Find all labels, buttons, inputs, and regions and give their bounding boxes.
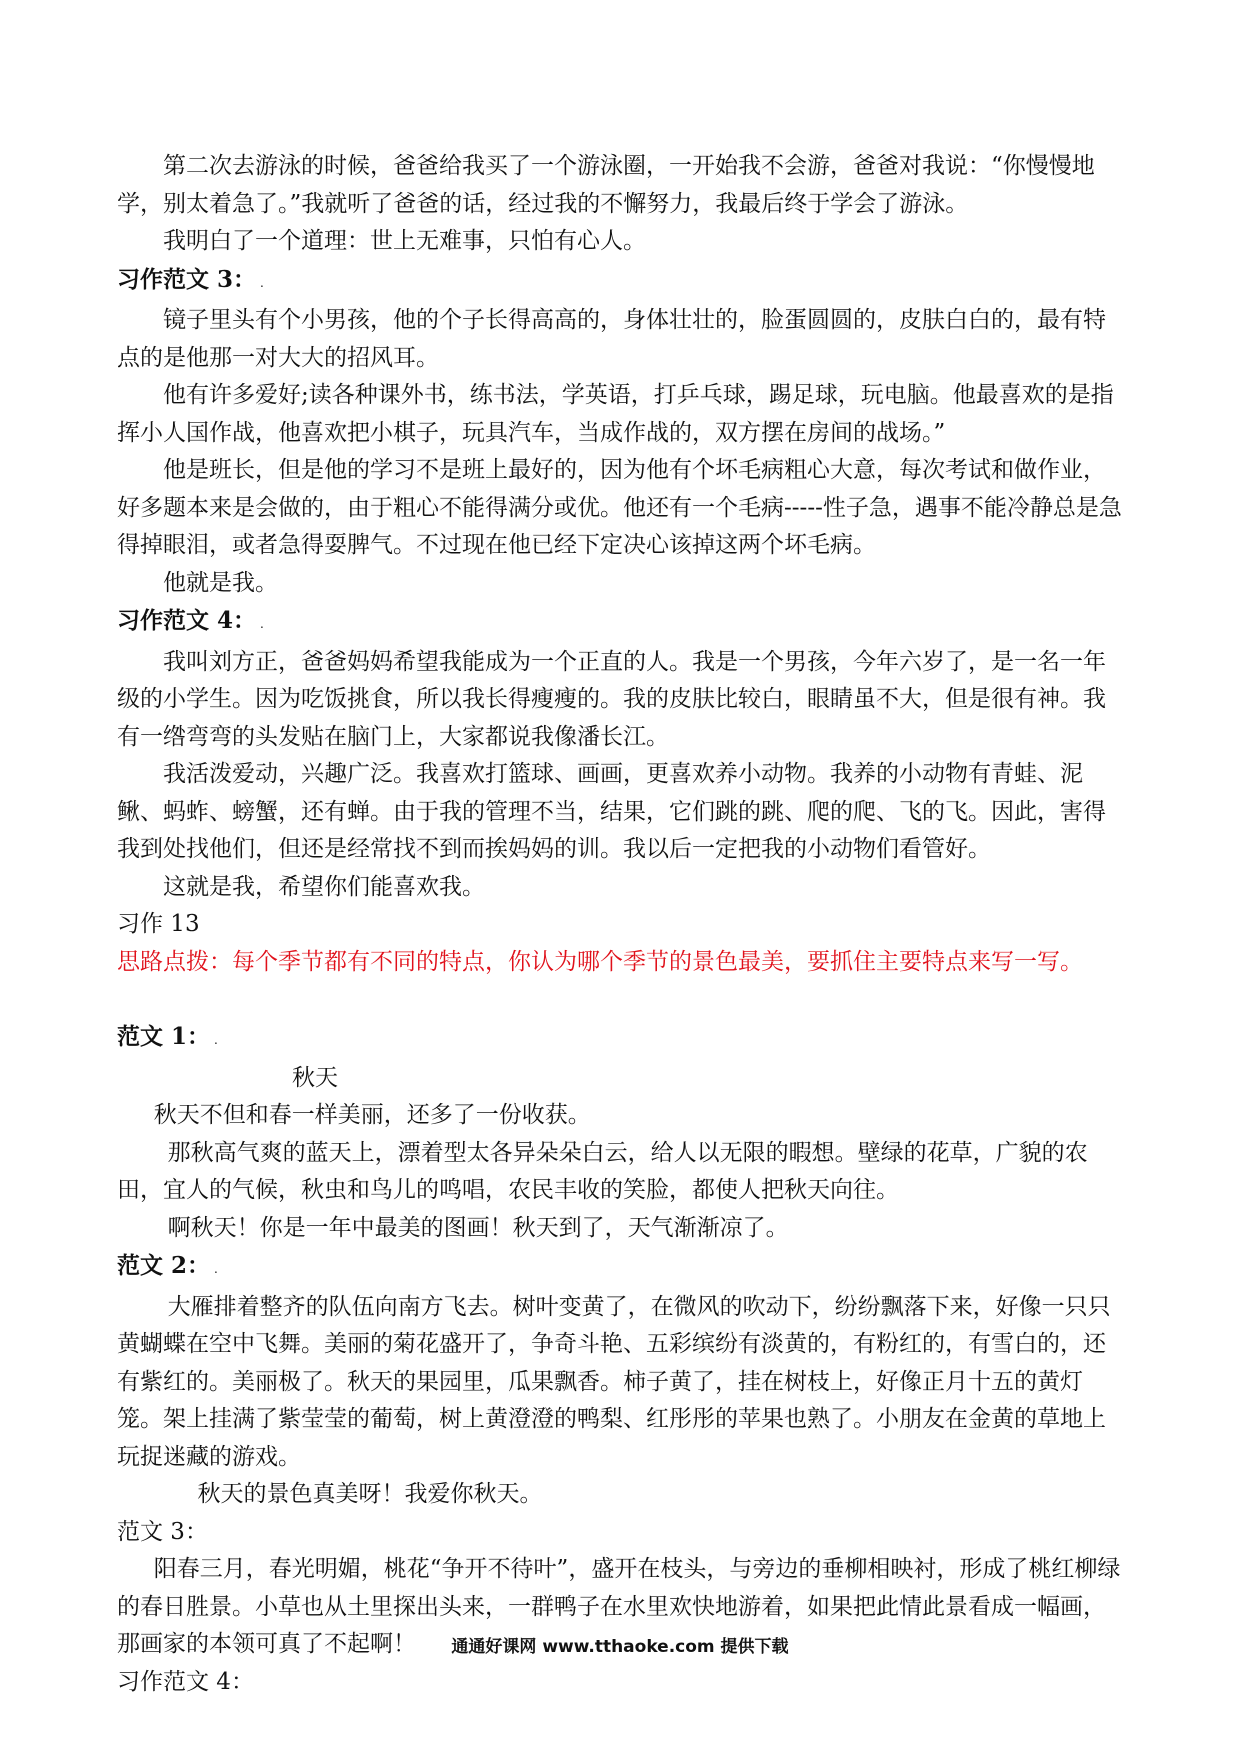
essay-title: 秋天 xyxy=(292,1064,338,1091)
paragraph: 那秋高气爽的蓝天上，漂着型太各异朵朵白云，给人以无限的暇想。壁绿的花草，广貌的农田，宜人的气候，秋虫和鸟儿的鸣唱，农民丰收的笑脸，都使人把秋天向往。 xyxy=(117,1139,1088,1203)
section-heading: 范文 1： . xyxy=(117,1023,218,1050)
writing-hint: 思路点拨：每个季节都有不同的特点，你认为哪个季节的景色最美，要抓住主要特点来写一写。 xyxy=(117,948,1083,975)
paragraph: 我叫刘方正，爸爸妈妈希望我能成为一个正直的人。我是一个男孩，今年六岁了，是一名一年级的小学生。因为吃饭挑食，所以我长得瘦瘦的。我的皮肤比较白，眼睛虽不大，但是很有神。我有一绺弯弯的头发贴在脑门上，大家都说我像潘长江。 xyxy=(117,648,1106,750)
paragraph: 他是班长，但是他的学习不是班上最好的，因为他有个坏毛病粗心大意，每次考试和做作业，好多题本来是会做的，由于粗心不能得满分或优。他还有一个毛病-----性子急，遇事不能冷静总是急得掉眼泪，或者急得耍脾气。不过现在他已经下定决心该掉这两个坏毛病。 xyxy=(117,457,1122,558)
section-heading: 范文 3： xyxy=(117,1518,208,1545)
paragraph: 秋天不但和春一样美丽，还多了一份收获。 xyxy=(153,1102,591,1128)
paragraph: 我活泼爱动，兴趣广泛。我喜欢打篮球、画画，更喜欢养小动物。我养的小动物有青蛙、泥鳅、蚂蚱、螃蟹，还有蝉。由于我的管理不当，结果，它们跳的跳、爬的爬、飞的飞。因此，害得我到处找他们，但还是经常找不到而挨妈妈的训。我以后一定把我的小动物们看管好。 xyxy=(117,761,1106,862)
paragraph: 这就是我，希望你们能喜欢我。 xyxy=(163,873,485,900)
page-footer: 通通好课网 www.tthaoke.com 提供下载 xyxy=(451,1637,789,1657)
paragraph: 阳春三月，春光明媚，桃花“争开不待叶”，盛开在枝头，与旁边的垂柳相映衬，形成了桃红柳绿的春日胜景。小草也从土里探出头来，一群鸭子在水里欢快地游着，如果把此情此景看成一幅画，那画家的本领可真了不起啊！ xyxy=(117,1556,1121,1657)
section-heading: 习作范文 4： xyxy=(117,1668,254,1695)
spacer xyxy=(117,981,1122,1018)
paragraph: 他有许多爱好;读各种课外书，练书法，学英语，打乒乓球，踢足球，玩电脑。他最喜欢的是指挥小人国作战，他喜欢把小棋子，玩具汽车，当成作战的，双方摆在房间的战场。” xyxy=(117,382,1114,446)
section-heading: 习作范文 4： . xyxy=(117,607,264,634)
paragraph: 他就是我。 xyxy=(163,569,278,596)
exercise-label: 习作 13 xyxy=(117,911,200,937)
paragraph: 大雁排着整齐的队伍向南方飞去。树叶变黄了，在微风的吹动下，纷纷飘落下来，好像一只只黄蝴蝶在空中飞舞。美丽的菊花盛开了，争奇斗艳、五彩缤纷有淡黄的，有粉红的，有雪白的，还有紫红的。美丽极了。秋天的果园里，瓜果飘香。柿子黄了，挂在树枝上，好像正月十五的黄灯笼。架上挂满了紫莹莹的葡萄，树上黄澄澄的鸭梨、红彤彤的苹果也熟了。小朋友在金黄的草地上玩捉迷藏的游戏。 xyxy=(117,1293,1111,1470)
document-body xyxy=(117,148,1122,1701)
paragraph: 秋天的景色真美呀！我爱你秋天。 xyxy=(197,1481,543,1507)
section-heading: 范文 2： . xyxy=(117,1252,218,1279)
paragraph: 啊秋天！你是一年中最美的图画！秋天到了，天气渐渐凉了。 xyxy=(167,1214,789,1241)
paragraph: 我明白了一个道理：世上无难事，只怕有心人。 xyxy=(163,228,646,254)
paragraph: 镜子里头有个小男孩，他的个子长得高高的，身体壮壮的，脸蛋圆圆的，皮肤白白的，最有特点的是他那一对大大的招风耳。 xyxy=(117,307,1106,371)
section-heading: 习作范文 3： . xyxy=(117,265,264,293)
paragraph: 第二次去游泳的时候，爸爸给我买了一个游泳圈，一开始我不会游，爸爸对我说：“你慢慢地学，别太着急了。”我就听了爸爸的话，经过我的不懈努力，我最后终于学会了游泳。 xyxy=(117,153,1095,217)
